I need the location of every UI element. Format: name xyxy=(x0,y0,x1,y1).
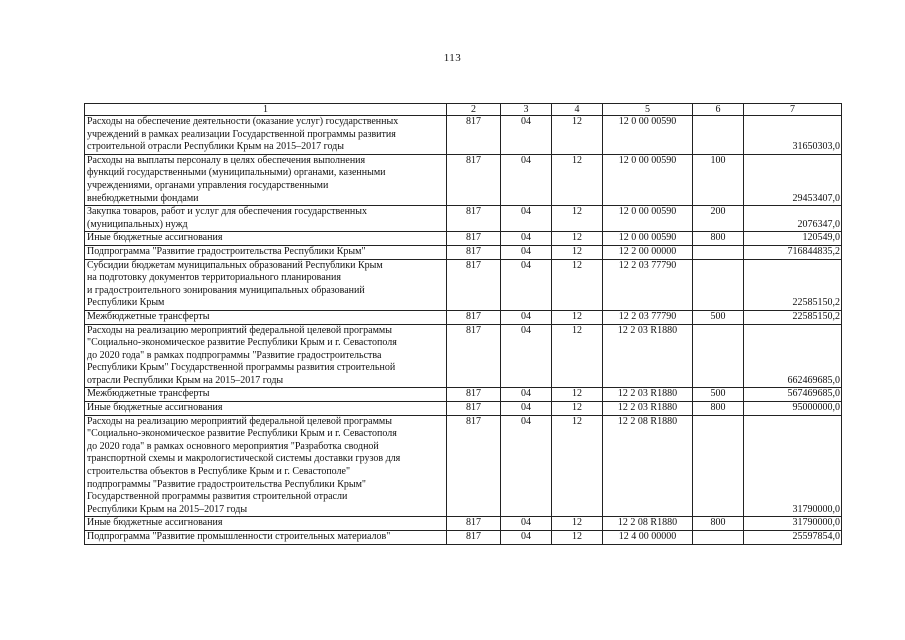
description-line: Иные бюджетные ассигнования xyxy=(87,517,223,529)
section-code: 04 xyxy=(501,259,552,310)
table-row xyxy=(85,517,842,531)
ministry-code: 817 xyxy=(447,245,501,259)
subsection-code: 12 xyxy=(552,245,603,259)
description-line: до 2020 года" в рамках подпрограммы "Развитие градостроительства xyxy=(87,349,382,361)
expense-type-code: 500 xyxy=(693,310,744,324)
expense-type-code xyxy=(693,245,744,259)
ministry-code: 817 xyxy=(447,531,501,545)
expense-type-code: 800 xyxy=(693,517,744,531)
description-line: Межбюджетные трансферты xyxy=(87,310,210,322)
description-line: функций государственными (муниципальными) органами, казенными xyxy=(87,167,386,179)
subsection-code: 12 xyxy=(552,324,603,388)
description-line: Республики Крым" Государственной программы развития строительной xyxy=(87,362,396,374)
target-article-code: 12 2 03 R1880 xyxy=(603,324,693,388)
amount: 662469685,0 xyxy=(744,324,842,388)
target-article-code: 12 2 03 R1880 xyxy=(603,402,693,416)
description-line: до 2020 года" в рамках основного мероприятия "Разработка сводной xyxy=(87,440,379,452)
section-code: 04 xyxy=(501,517,552,531)
ministry-code: 817 xyxy=(447,415,501,517)
section-code: 04 xyxy=(501,415,552,517)
table-row xyxy=(85,232,842,246)
header-cell-7: 7 xyxy=(744,104,842,116)
description-line: Республики Крым xyxy=(87,297,165,309)
ministry-code: 817 xyxy=(447,310,501,324)
table-row xyxy=(85,402,842,416)
amount: 95000000,0 xyxy=(744,402,842,416)
table-row xyxy=(85,388,842,402)
description-line: Расходы на выплаты персоналу в целях обеспечения выполнения xyxy=(87,154,366,166)
row-description xyxy=(85,388,447,402)
subsection-code: 12 xyxy=(552,531,603,545)
ministry-code: 817 xyxy=(447,324,501,388)
subsection-code: 12 xyxy=(552,259,603,310)
description-line: Расходы на реализацию мероприятий федеральной целевой программы xyxy=(87,324,392,336)
ministry-code: 817 xyxy=(447,154,501,205)
target-article-code: 12 2 03 77790 xyxy=(603,310,693,324)
expense-type-code xyxy=(693,531,744,545)
header-cell-2: 2 xyxy=(447,104,501,116)
ministry-code: 817 xyxy=(447,402,501,416)
description-line: Республики Крым на 2015–2017 годы xyxy=(87,503,248,515)
description-line: отрасли Республики Крым на 2015–2017 годы xyxy=(87,374,284,386)
target-article-code: 12 4 00 00000 xyxy=(603,531,693,545)
amount: 567469685,0 xyxy=(744,388,842,402)
table-row xyxy=(85,154,842,205)
subsection-code: 12 xyxy=(552,232,603,246)
ministry-code: 817 xyxy=(447,232,501,246)
section-code: 04 xyxy=(501,245,552,259)
section-code: 04 xyxy=(501,116,552,155)
amount: 120549,0 xyxy=(744,232,842,246)
target-article-code: 12 2 00 00000 xyxy=(603,245,693,259)
description-line: Субсидии бюджетам муниципальных образований Республики Крым xyxy=(87,259,383,271)
row-description xyxy=(85,415,447,517)
subsection-code: 12 xyxy=(552,310,603,324)
row-description xyxy=(85,206,447,232)
expense-type-code xyxy=(693,259,744,310)
expense-type-code: 500 xyxy=(693,388,744,402)
section-code: 04 xyxy=(501,531,552,545)
description-line: транспортной схемы и макрологистической системы доставки грузов для xyxy=(87,453,401,465)
description-line: и градостроительного зонирования муниципальных образований xyxy=(87,284,365,296)
amount: 31790000,0 xyxy=(744,415,842,517)
row-description xyxy=(85,531,447,545)
description-line: Расходы на реализацию мероприятий федеральной целевой программы xyxy=(87,415,392,427)
description-line: "Социально-экономическое развитие Республики Крым и г. Севастополя xyxy=(87,337,397,349)
description-line: Иные бюджетные ассигнования xyxy=(87,232,223,244)
expense-type-code: 800 xyxy=(693,402,744,416)
description-line: внебюджетными фондами xyxy=(87,192,199,204)
table-row xyxy=(85,259,842,310)
ministry-code: 817 xyxy=(447,517,501,531)
table-row xyxy=(85,206,842,232)
target-article-code: 12 0 00 00590 xyxy=(603,206,693,232)
target-article-code: 12 0 00 00590 xyxy=(603,232,693,246)
subsection-code: 12 xyxy=(552,206,603,232)
description-line: на подготовку документов территориального планирования xyxy=(87,272,341,284)
row-description xyxy=(85,310,447,324)
subsection-code: 12 xyxy=(552,517,603,531)
description-line: строительства объектов в Республике Крым и г. Севастополе" xyxy=(87,466,351,478)
target-article-code: 12 0 00 00590 xyxy=(603,116,693,155)
section-code: 04 xyxy=(501,154,552,205)
table-body xyxy=(85,104,842,545)
amount: 22585150,2 xyxy=(744,310,842,324)
header-cell-4: 4 xyxy=(552,104,603,116)
description-line: Подпрограмма "Развитие градостроительства Республики Крым" xyxy=(87,245,366,257)
page-number: 113 xyxy=(443,52,462,64)
ministry-code: 817 xyxy=(447,206,501,232)
description-line: подпрограммы "Развитие градостроительства Республики Крым" xyxy=(87,478,367,490)
row-description xyxy=(85,517,447,531)
expense-type-code xyxy=(693,116,744,155)
budget-table xyxy=(84,103,842,545)
target-article-code: 12 2 08 R1880 xyxy=(603,415,693,517)
section-code: 04 xyxy=(501,388,552,402)
expense-type-code: 200 xyxy=(693,206,744,232)
expense-type-code: 800 xyxy=(693,232,744,246)
subsection-code: 12 xyxy=(552,388,603,402)
header-cell-3: 3 xyxy=(501,104,552,116)
description-line: учреждениями, органами управления государственными xyxy=(87,179,329,191)
description-line: Закупка товаров, работ и услуг для обеспечения государственных xyxy=(87,206,368,218)
description-line: (муниципальных) нужд xyxy=(87,218,188,230)
description-line: учреждений в рамках реализации Государственной программы развития xyxy=(87,128,396,140)
ministry-code: 817 xyxy=(447,259,501,310)
target-article-code: 12 2 08 R1880 xyxy=(603,517,693,531)
amount: 29453407,0 xyxy=(744,154,842,205)
row-description xyxy=(85,402,447,416)
description-line: Государственной программы развития строительной отрасли xyxy=(87,491,348,503)
ministry-code: 817 xyxy=(447,388,501,402)
section-code: 04 xyxy=(501,324,552,388)
target-article-code: 12 2 03 R1880 xyxy=(603,388,693,402)
amount: 716844835,2 xyxy=(744,245,842,259)
expense-type-code: 100 xyxy=(693,154,744,205)
target-article-code: 12 2 03 77790 xyxy=(603,259,693,310)
description-line: Межбюджетные трансферты xyxy=(87,388,210,400)
description-line: Подпрограмма "Развитие промышленности строительных материалов" xyxy=(87,531,391,542)
amount: 31790000,0 xyxy=(744,517,842,531)
amount: 2076347,0 xyxy=(744,206,842,232)
description-line: "Социально-экономическое развитие Республики Крым и г. Севастополя xyxy=(87,428,397,440)
header-cell-1: 1 xyxy=(85,104,447,116)
row-description xyxy=(85,232,447,246)
subsection-code: 12 xyxy=(552,154,603,205)
table-row xyxy=(85,245,842,259)
table-row xyxy=(85,531,842,545)
description-line: Иные бюджетные ассигнования xyxy=(87,402,223,414)
row-description xyxy=(85,324,447,388)
section-code: 04 xyxy=(501,206,552,232)
table-row xyxy=(85,415,842,517)
description-line: строительной отрасли Республики Крым на 2015–2017 годы xyxy=(87,141,344,153)
row-description xyxy=(85,154,447,205)
row-description xyxy=(85,245,447,259)
amount: 22585150,2 xyxy=(744,259,842,310)
table-row xyxy=(85,310,842,324)
section-code: 04 xyxy=(501,310,552,324)
expense-type-code xyxy=(693,415,744,517)
table-row xyxy=(85,324,842,388)
subsection-code: 12 xyxy=(552,116,603,155)
header-row xyxy=(85,104,842,116)
description-line: Расходы на обеспечение деятельности (оказание услуг) государственных xyxy=(87,116,399,127)
row-description xyxy=(85,259,447,310)
header-cell-5: 5 xyxy=(603,104,693,116)
subsection-code: 12 xyxy=(552,415,603,517)
header-cell-6: 6 xyxy=(693,104,744,116)
target-article-code: 12 0 00 00590 xyxy=(603,154,693,205)
amount: 31650303,0 xyxy=(744,116,842,155)
row-description xyxy=(85,116,447,155)
section-code: 04 xyxy=(501,402,552,416)
ministry-code: 817 xyxy=(447,116,501,155)
section-code: 04 xyxy=(501,232,552,246)
table-row xyxy=(85,116,842,155)
expense-type-code xyxy=(693,324,744,388)
subsection-code: 12 xyxy=(552,402,603,416)
amount: 25597854,0 xyxy=(744,531,842,545)
